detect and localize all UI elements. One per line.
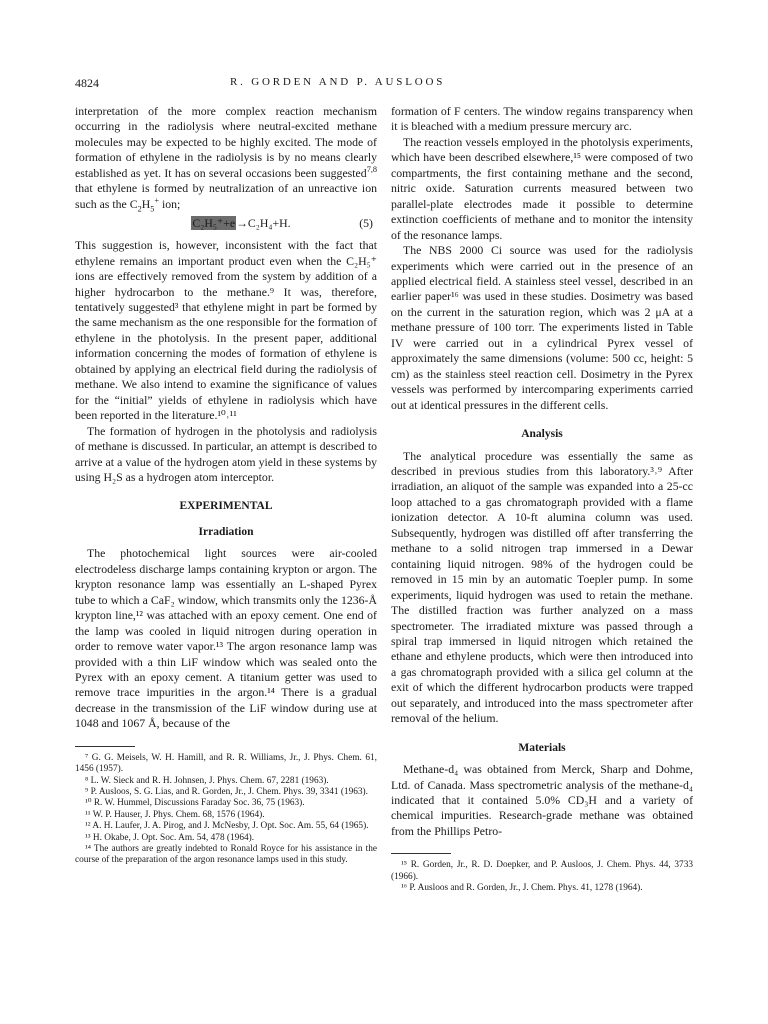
footnote-divider (75, 746, 135, 747)
footnote: ¹³ H. Okabe, J. Opt. Soc. Am. 54, 478 (1964). (85, 832, 255, 843)
footnote: ¹⁵ R. Gorden, Jr., R. D. Doepker, and P. Ausloos, J. Chem. Phys. 44, 3733 (1966). (391, 860, 693, 882)
citation: 7,8 (366, 164, 377, 174)
subsection-heading: Materials (518, 741, 566, 754)
equation-rhs: →C₂H₄+H. (236, 216, 291, 231)
equation-lhs: C₂H₅⁺+e (192, 216, 236, 231)
footnote: ¹⁰ R. W. Hummel, Discussions Faraday Soc. 36, 75 (1963). (85, 798, 305, 809)
running-title: R. GORDEN AND P. AUSLOOS (230, 76, 446, 88)
paragraph: Methane-d₄ was obtained from Merck, Sharp and Dohme, Ltd. of Canada. Mass spectrometric analysis of the methane-d₄ indicated that it contained 5.0% CD₃H and a variety of chemical impurities. Research-grade methane was obtained from the Phillips Petro- (391, 762, 693, 838)
section-heading: EXPERIMENTAL (179, 500, 273, 513)
paragraph: The reaction vessels employed in the photolysis experiments, which have been described elsewhere,¹⁵ were composed of two compartments, the first containing methane and the second, nitric oxide. Saturation currents measured between two parallel-plate electrodes made it possible to determine extinction coefficients of methane and to monitor the intensity of the resonance lamps. (391, 134, 693, 242)
page-number: 4824 (75, 76, 99, 90)
equation-number: (5) (359, 216, 373, 231)
paragraph: This suggestion is, however, inconsistent with the fact that ethylene remains an important product even when the C₂H₅⁺ ions are effectively removed from the system by addition of a higher hydrocarbon to the methane.⁹ It was, therefore, tentatively suggested³ that ethylene might in part be formed by the same mechanism as the one responsible for the formation of ethylene in the photolysis. In the present paper, additional information concerning the modes of formation of ethylene is obtained by applying an electrical field during the radiolysis of methane. We also intend to examine the significance of values for the “initial” yields of ethylene in radiolysis which have been reported in the literature.¹⁰˒¹¹ (75, 238, 377, 423)
paragraph: interpretation of the more complex reaction mechanism occurring in the radiolysis where neutral-excited methane molecules may be expected to be highly excited. The mode of formation of ethylene in the radiolysis is by no means clearly established as yet. It has on several occasions been suggested$^{7,8}$ that ethylene is formed by neutralization of an unreactive ion such as the $C_2H_5^+$ ion; (75, 104, 377, 214)
equation-5 (75, 216, 377, 234)
subsection-heading: Irradiation (198, 525, 254, 538)
footnote: ⁸ L. W. Sieck and R. H. Johnsen, J. Phys. Chem. 67, 2281 (1963). (85, 775, 329, 786)
paragraph: The analytical procedure was essentially the same as described in previous studies from this laboratory.³˒⁹ After irradiation, an aliquot of the sample was expanded into a 25-cc loop attached to a gas chromatograph provided with a flame ionization detector. A 10-ft alumina column was used. Subsequently, hydrogen was distilled off after transferring the methane to a solid nitrogen trap immersed in a Dewar containing liquid nitrogen. 98% of the hydrogen could be removed in 15 min by an automatic Toepler pump. In some experiments, liquid hydrogen was used to retain the methane. The distilled fraction was further analyzed on a mass spectrometer. The irradiated mixture was passed through a spiral trap immersed in liquid nitrogen which retained the ethane and ethylene products, which were then introduced into a gas chromatograph provided with a silica gel column at the exit of which the different hydrocarbon products were trapped out separately, and introduced into the mass spectrometer after removal of the helium. (391, 448, 693, 726)
paragraph: The photochemical light sources were air-cooled electrodeless discharge lamps containing krypton or argon. The krypton resonance lamp was essentially an L-shaped Pyrex tube to which a CaF₂ window, which transmits only the 1236-Å krypton line,¹² was attached with an epoxy cement. One end of the lamp was cooled in liquid nitrogen during operation in order to remove water vapor.¹³ The argon resonance lamp was provided with a thin LiF window which was sealed onto the Pyrex with an epoxy cement. A titanium getter was used to remove trace impurities in the argon.¹⁴ There is a gradual decrease in the transmission of the LiF window during use at 1048 and 1067 Å, because of the (75, 546, 377, 731)
paragraph: formation of F centers. The window regains transparency when it is bleached with a medium pressure mercury arc. (391, 104, 693, 134)
footnote-divider (391, 853, 451, 854)
footnote: ⁷ G. G. Meisels, W. H. Hamill, and R. R. Williams, Jr., J. Phys. Chem. 61, 1456 (1957). (75, 752, 377, 775)
footnote: ⁹ P. Ausloos, S. G. Lias, and R. Gorden, Jr., J. Chem. Phys. 39, 3341 (1963). (85, 786, 368, 797)
footnote: ¹¹ W. P. Hauser, J. Phys. Chem. 68, 1576 (1964). (85, 809, 265, 820)
paragraph: The NBS 2000 Ci source was used for the radiolysis experiments which were carried out in the presence of an applied electrical field. A stainless steel vessel, described in an earlier paper¹⁶ was used in these studies. Dosimetry was based on the current in the saturation region, which was 2 μA at a methane pressure of 100 torr. The experiments listed in Table IV were carried out in a cylindrical Pyrex vessel of approximately the same dimensions (volume: 500 cc, height: 5 cm) as the stainless steel reaction cell. Dosimetry in the Pyrex vessels was performed by intercomparing experiments carried out at identical pressures in the different cells. (391, 243, 693, 412)
footnote: ¹² A. H. Laufer, J. A. Pirog, and J. McNesby, J. Opt. Soc. Am. 55, 64 (1965). (85, 821, 369, 832)
left-column (75, 104, 377, 867)
subsection-heading: Analysis (521, 428, 563, 441)
footnote: ¹⁶ P. Ausloos and R. Gorden, Jr., J. Chem. Phys. 41, 1278 (1964). (401, 883, 643, 894)
footnote: ¹⁴ The authors are greatly indebted to Ronald Royce for his assistance in the course of the preparation of the argon resonance lamps used in this study. (75, 844, 377, 866)
paragraph: The formation of hydrogen in the photolysis and radiolysis of methane is discussed. In particular, an attempt is described to arrive at a value of the hydrogen atom yield in these systems by using H₂S as a hydrogen atom interceptor. (75, 423, 377, 484)
right-column (391, 104, 693, 895)
